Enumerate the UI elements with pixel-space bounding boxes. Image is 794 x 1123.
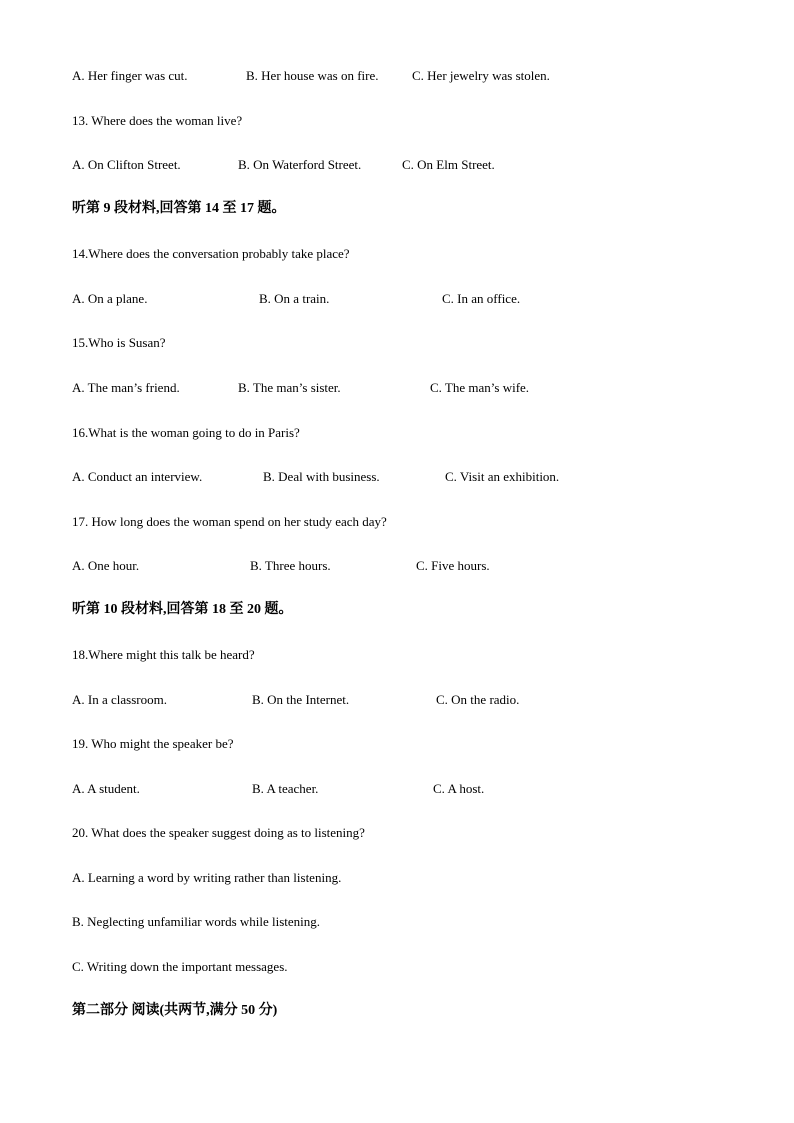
- question-16: 16.What is the woman going to do in Paris?: [72, 425, 300, 440]
- q12-option-b: B. Her house was on fire.: [246, 68, 379, 83]
- q15-option-b: B. The man’s sister.: [238, 380, 341, 395]
- q16-option-c: C. Visit an exhibition.: [445, 469, 560, 484]
- q13-option-b: B. On Waterford Street.: [238, 157, 362, 172]
- question-20: 20. What does the speaker suggest doing as to listening?: [72, 825, 365, 840]
- q15-option-c: C. The man’s wife.: [430, 380, 530, 395]
- q14-option-a: A. On a plane.: [72, 291, 148, 306]
- q16-option-a: A. Conduct an interview.: [72, 469, 203, 484]
- q17-option-c: C. Five hours.: [416, 558, 490, 573]
- question-15: 15.Who is Susan?: [72, 335, 166, 350]
- q20-option-b: B. Neglecting unfamiliar words while listening.: [72, 914, 321, 929]
- section-10-heading: 听第 10 段材料,回答第 18 至 20 题。: [72, 602, 293, 617]
- question-19: 19. Who might the speaker be?: [72, 736, 234, 751]
- q12-option-a: A. Her finger was cut.: [72, 68, 188, 83]
- q16-option-b: B. Deal with business.: [263, 469, 380, 484]
- q13-option-c: C. On Elm Street.: [402, 157, 495, 172]
- question-14: 14.Where does the conversation probably take place?: [72, 246, 350, 261]
- q17-option-b: B. Three hours.: [250, 558, 331, 573]
- q20-option-a: A. Learning a word by writing rather than listening.: [72, 870, 342, 885]
- question-13: 13. Where does the woman live?: [72, 113, 243, 128]
- section-9-heading: 听第 9 段材料,回答第 14 至 17 题。: [72, 201, 286, 216]
- part-2-heading: 第二部分 阅读(共两节,满分 50 分): [72, 1003, 278, 1018]
- q18-option-a: A. In a classroom.: [72, 692, 167, 707]
- q18-option-b: B. On the Internet.: [252, 692, 350, 707]
- q19-option-a: A. A student.: [72, 781, 140, 796]
- q18-option-c: C. On the radio.: [436, 692, 520, 707]
- q15-option-a: A. The man’s friend.: [72, 380, 180, 395]
- q19-option-c: C. A host.: [433, 781, 485, 796]
- q13-option-a: A. On Clifton Street.: [72, 157, 181, 172]
- q20-option-c: C. Writing down the important messages.: [72, 959, 288, 974]
- q12-option-c: C. Her jewelry was stolen.: [412, 68, 550, 83]
- question-18: 18.Where might this talk be heard?: [72, 647, 255, 662]
- question-17: 17. How long does the woman spend on her study each day?: [72, 514, 387, 529]
- q17-option-a: A. One hour.: [72, 558, 140, 573]
- q14-option-b: B. On a train.: [259, 291, 330, 306]
- q14-option-c: C. In an office.: [442, 291, 521, 306]
- q19-option-b: B. A teacher.: [252, 781, 319, 796]
